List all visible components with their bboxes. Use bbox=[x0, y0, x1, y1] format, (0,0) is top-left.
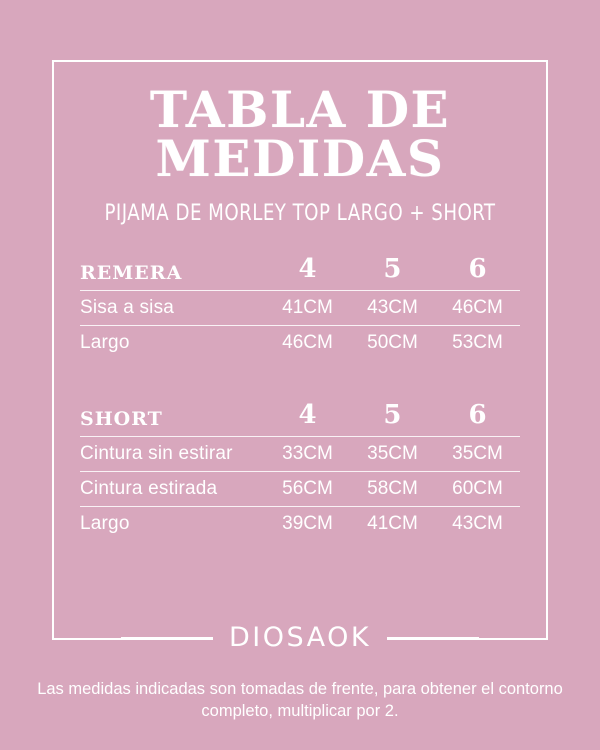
measure-value: 43CM bbox=[350, 291, 435, 326]
footnote-text: Las medidas indicadas son tomadas de frente, para obtener el contorno completo, multiplicar por 2. bbox=[37, 680, 563, 721]
table-short bbox=[80, 394, 520, 541]
page-subtitle: PIJAMA DE MORLEY TOP LARGO + SHORT bbox=[104, 201, 496, 226]
table-remera bbox=[80, 248, 520, 360]
table-header-row bbox=[80, 394, 520, 437]
table-short-size-1: 5 bbox=[350, 394, 435, 437]
measure-value: 46CM bbox=[435, 291, 520, 326]
brand-rule-left bbox=[121, 637, 213, 638]
measure-value: 41CM bbox=[367, 513, 418, 534]
measure-value: 53CM bbox=[452, 332, 503, 353]
brand-name: DIOSAOK bbox=[213, 622, 387, 653]
table-remera-size-0: 4 bbox=[265, 248, 350, 291]
table-row bbox=[80, 326, 520, 361]
table-remera-size-1: 5 bbox=[350, 248, 435, 291]
measure-value: 39CM bbox=[282, 513, 333, 534]
measure-value: 56CM bbox=[265, 472, 350, 507]
measure-value: 60CM bbox=[435, 472, 520, 507]
measure-value: 33CM bbox=[265, 437, 350, 472]
table-remera-name: REMERA bbox=[80, 248, 265, 291]
measure-label: Cintura estirada bbox=[80, 472, 265, 507]
table-row bbox=[80, 472, 520, 507]
brand-rule-right bbox=[387, 637, 479, 638]
measure-value: 58CM bbox=[350, 472, 435, 507]
table-row bbox=[80, 507, 520, 542]
measure-value: 35CM bbox=[435, 437, 520, 472]
table-short-size-2: 6 bbox=[435, 394, 520, 437]
measure-value: 41CM bbox=[265, 291, 350, 326]
measure-value: 43CM bbox=[452, 513, 503, 534]
table-remera-size-2: 6 bbox=[435, 248, 520, 291]
measure-value: 50CM bbox=[367, 332, 418, 353]
table-row bbox=[80, 291, 520, 326]
measure-value: 35CM bbox=[350, 437, 435, 472]
measure-label: Cintura sin estirar bbox=[80, 437, 265, 472]
measure-label: Largo bbox=[80, 513, 130, 534]
table-short-size-0: 4 bbox=[265, 394, 350, 437]
measure-label: Sisa a sisa bbox=[80, 291, 265, 326]
table-row bbox=[80, 437, 520, 472]
table-short-name: SHORT bbox=[80, 394, 265, 437]
page-title: TABLA DE MEDIDAS bbox=[149, 80, 451, 188]
measure-label: Largo bbox=[80, 332, 130, 353]
chart-content bbox=[52, 60, 548, 640]
brand-lockup bbox=[0, 622, 600, 653]
table-header-row bbox=[80, 248, 520, 291]
measure-value: 46CM bbox=[282, 332, 333, 353]
